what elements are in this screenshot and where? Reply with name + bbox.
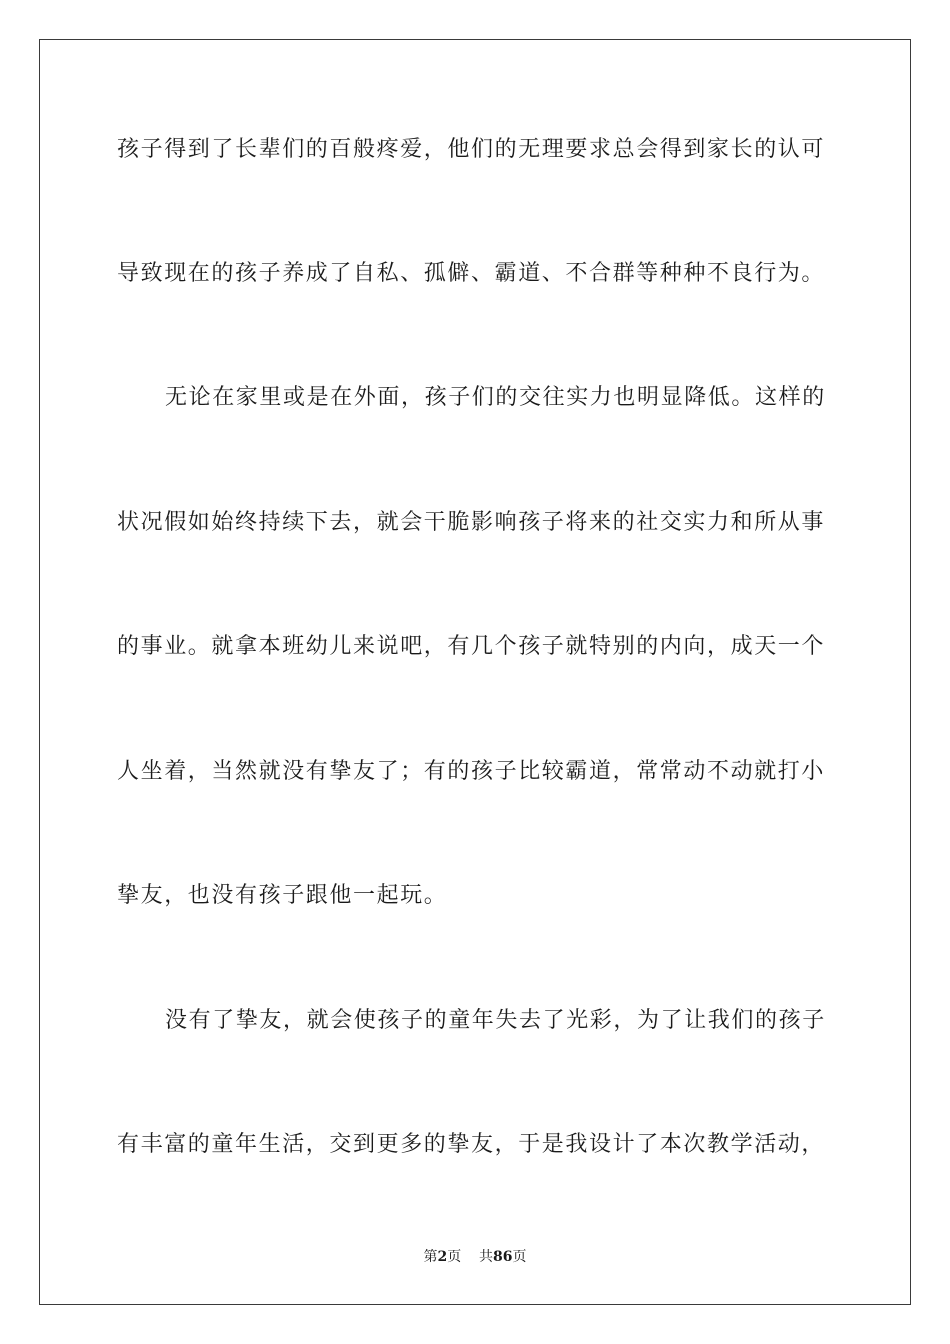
page-border [39, 39, 911, 1305]
total-label-prefix: 共 [479, 1249, 494, 1265]
total-pages: 86 [493, 1249, 513, 1265]
text-line: 孩子得到了长辈们的百般疼爱，他们的无理要求总会得到家长的认可 [117, 137, 826, 162]
page-label-suffix: 页 [447, 1249, 462, 1265]
text-line: 有丰富的童年生活，交到更多的挚友，于是我设计了本次教学活动， [117, 1132, 826, 1157]
text-line: 挚友，也没有孩子跟他一起玩。 [117, 883, 448, 908]
page-footer [0, 1247, 950, 1267]
page-number: 2 [437, 1249, 448, 1265]
page-label-prefix: 第 [423, 1249, 438, 1265]
text-line: 状况假如始终持续下去，就会干脆影响孩子将来的社交实力和所从事 [117, 510, 826, 535]
text-line: 的事业。就拿本班幼儿来说吧，有几个孩子就特别的内向，成天一个 [117, 634, 826, 659]
text-line: 人坐着，当然就没有挚友了；有的孩子比较霸道，常常动不动就打小 [117, 759, 826, 784]
text-line-paragraph-start: 无论在家里或是在外面，孩子们的交往实力也明显降低。这样的 [165, 385, 826, 410]
text-line-paragraph-start: 没有了挚友，就会使孩子的童年失去了光彩，为了让我们的孩子 [165, 1008, 826, 1033]
text-line: 导致现在的孩子养成了自私、孤僻、霸道、不合群等种种不良行为。 [117, 261, 826, 286]
total-label-suffix: 页 [512, 1249, 527, 1265]
